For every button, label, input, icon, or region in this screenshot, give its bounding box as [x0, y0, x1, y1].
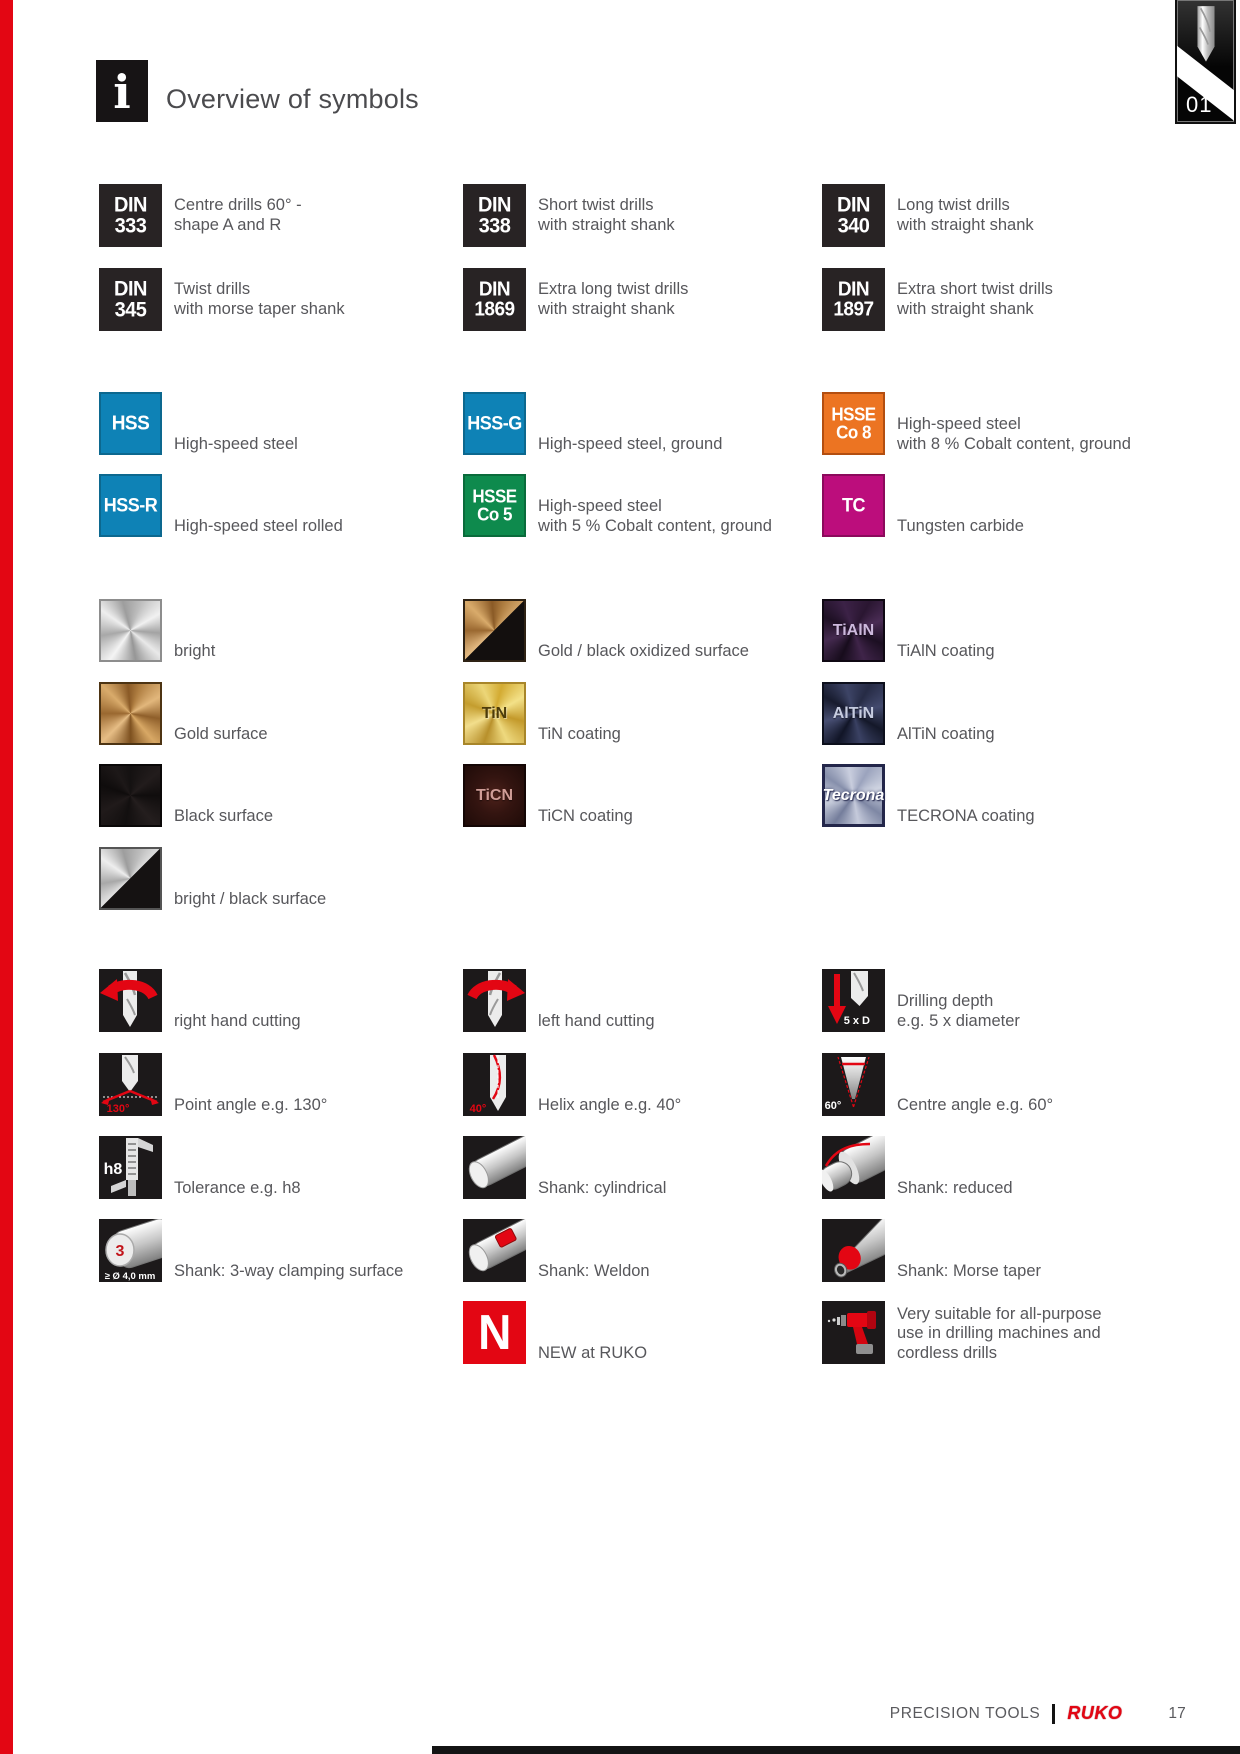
centre-angle: [822, 1053, 1053, 1116]
din-333-icon: DIN 333: [99, 184, 162, 247]
shank-reduced-label: Shank: reduced: [897, 1178, 1013, 1197]
shank-morse-taper: [822, 1219, 1041, 1282]
point-angle-label: Point angle e.g. 130°: [174, 1095, 328, 1114]
surface-bright-black-icon: [99, 847, 162, 910]
new-at-ruko-label: NEW at RUKO: [538, 1343, 648, 1362]
coating-tin-label: TiN coating: [538, 724, 621, 743]
din-1897: [822, 268, 1053, 331]
footer-divider: [1052, 1704, 1055, 1724]
svg-text:5 x D: 5 x D: [843, 1015, 870, 1027]
centre-angle-label: Centre angle e.g. 60°: [897, 1095, 1054, 1114]
surface-bright: [99, 599, 215, 662]
din-1869-icon: DIN 1869: [463, 268, 526, 331]
coating-ticn: [463, 764, 633, 827]
svg-text:≥ Ø 4,0 mm: ≥ Ø 4,0 mm: [104, 1271, 156, 1282]
tc-icon: TC: [822, 474, 885, 537]
surface-black: [99, 764, 273, 827]
tolerance-icon: [99, 1136, 162, 1199]
tc-label: Tungsten carbide: [897, 516, 1024, 535]
hss-r: [99, 474, 343, 537]
surface-gold: [99, 682, 268, 745]
coating-tin: [463, 682, 621, 745]
din-340-icon: DIN 340: [822, 184, 885, 247]
surface-bright-black-label: bright / black surface: [174, 889, 327, 908]
din-338-label: Short twist drills with straight shank: [538, 196, 675, 234]
din-345-icon: DIN 345: [99, 268, 162, 331]
coating-tialn: [822, 599, 995, 662]
surface-bright-label: bright: [174, 641, 216, 660]
chapter-tab: [1177, 0, 1234, 122]
drilling-depth-label: Drilling depth e.g. 5 x diameter: [897, 992, 1020, 1030]
shank-cylindrical-label: Shank: cylindrical: [538, 1178, 667, 1197]
coating-ticn-icon: TiCN: [463, 764, 526, 827]
surface-bright-icon: [99, 599, 162, 662]
shank-3way: [99, 1219, 403, 1282]
surface-gold-black-icon: [463, 599, 526, 662]
left-hand-cutting-label: left hand cutting: [538, 1011, 655, 1030]
hsse-co5-icon: HSSE Co 5: [463, 474, 526, 537]
point-angle-icon: [99, 1053, 162, 1116]
page-number: 17: [1168, 1704, 1186, 1722]
centre-angle-icon: [822, 1053, 885, 1116]
coating-tecrona: [822, 764, 1035, 827]
cordless-drill: [822, 1301, 1102, 1364]
surface-black-label: Black surface: [174, 806, 274, 825]
cordless-drill-label: Very suitable for all-purpose use in drilling machines and cordless drills: [897, 1304, 1102, 1362]
tolerance-label: Tolerance e.g. h8: [174, 1178, 301, 1197]
page-footer: [0, 1703, 1186, 1724]
hss-g-icon: HSS-G: [463, 392, 526, 455]
helix-angle-icon: [463, 1053, 526, 1116]
left-accent-bar: [0, 0, 13, 1754]
drilling-depth-icon: [822, 969, 885, 1032]
din-340-label: Long twist drills with straight shank: [897, 196, 1034, 234]
info-icon-glyph: i: [113, 65, 131, 119]
coating-altin: [822, 682, 995, 745]
shank-cylindrical: [463, 1136, 666, 1199]
svg-text:130°: 130°: [106, 1103, 130, 1115]
new-at-ruko-icon: N: [463, 1301, 526, 1364]
din-345: [99, 268, 345, 331]
hss-g: [463, 392, 722, 455]
right-hand-cutting-label: right hand cutting: [174, 1011, 301, 1030]
svg-text:60°: 60°: [824, 1100, 842, 1112]
right-hand-cutting: [99, 969, 301, 1032]
surface-gold-black-label: Gold / black oxidized surface: [538, 641, 749, 660]
hss-g-label: High-speed steel, ground: [538, 434, 723, 453]
shank-3way-label: Shank: 3-way clamping surface: [174, 1261, 404, 1280]
shank-weldon-icon: [463, 1219, 526, 1282]
surface-black-icon: [99, 764, 162, 827]
hsse-co8-label: High-speed steel with 8 % Cobalt content, ground: [897, 415, 1131, 453]
hsse-co5-label: High-speed steel with 5 % Cobalt content, ground: [538, 497, 772, 535]
hsse-co8-icon: HSSE Co 8: [822, 392, 885, 455]
surface-bright-black: [99, 847, 326, 910]
info-icon: [96, 60, 148, 122]
surface-gold-icon: [99, 682, 162, 745]
din-1897-label: Extra short twist drills with straight shank: [897, 280, 1053, 318]
tc: [822, 474, 1024, 537]
coating-tialn-label: TiAlN coating: [897, 641, 995, 660]
din-338: [463, 184, 675, 247]
hss-icon: HSS: [99, 392, 162, 455]
din-333-label: Centre drills 60° - shape A and R: [174, 196, 302, 234]
surface-gold-black: [463, 599, 749, 662]
shank-3way-icon: [99, 1219, 162, 1282]
hss-label: High-speed steel: [174, 434, 298, 453]
cordless-drill-icon: [822, 1301, 885, 1364]
hsse-co5: [463, 474, 772, 537]
helix-angle: [463, 1053, 681, 1116]
point-angle: [99, 1053, 327, 1116]
shank-morse-taper-label: Shank: Morse taper: [897, 1261, 1041, 1280]
din-1869: [463, 268, 688, 331]
footer-series-label: PRECISION TOOLS: [889, 1704, 1041, 1722]
din-1897-icon: DIN 1897: [822, 268, 885, 331]
right-hand-cutting-icon: [99, 969, 162, 1032]
drill-bit-icon: [1193, 4, 1219, 68]
coating-tecrona-icon: Tecrona: [822, 764, 885, 827]
surface-gold-label: Gold surface: [174, 724, 268, 743]
hsse-co8: [822, 392, 1131, 455]
shank-weldon-label: Shank: Weldon: [538, 1261, 650, 1280]
new-at-ruko: [463, 1301, 647, 1364]
shank-cylindrical-icon: [463, 1136, 526, 1199]
coating-tecrona-label: TECRONA coating: [897, 806, 1035, 825]
tolerance: [99, 1136, 301, 1199]
svg-text:h8: h8: [103, 1161, 123, 1178]
din-340: [822, 184, 1034, 247]
shank-reduced: [822, 1136, 1013, 1199]
left-hand-cutting-icon: [463, 969, 526, 1032]
shank-morse-taper-icon: [822, 1219, 885, 1282]
chapter-number: 01: [1186, 92, 1213, 117]
helix-angle-label: Helix angle e.g. 40°: [538, 1095, 682, 1114]
svg-text:3: 3: [115, 1243, 125, 1260]
coating-ticn-label: TiCN coating: [538, 806, 633, 825]
hss-r-label: High-speed steel rolled: [174, 516, 343, 535]
shank-weldon: [463, 1219, 650, 1282]
hss: [99, 392, 298, 455]
bottom-edge-strip: [432, 1746, 1240, 1754]
left-hand-cutting: [463, 969, 655, 1032]
din-345-label: Twist drills with morse taper shank: [174, 280, 345, 318]
din-338-icon: DIN 338: [463, 184, 526, 247]
ruko-logo: RUKO: [1067, 1703, 1123, 1723]
din-1869-label: Extra long twist drills with straight shank: [538, 280, 689, 318]
hss-r-icon: HSS-R: [99, 474, 162, 537]
coating-tin-icon: TiN: [463, 682, 526, 745]
coating-tialn-icon: TiAlN: [822, 599, 885, 662]
page-title: Overview of symbols: [166, 84, 419, 114]
drilling-depth: [822, 969, 1020, 1032]
din-333: [99, 184, 302, 247]
coating-altin-icon: AlTiN: [822, 682, 885, 745]
svg-text:40°: 40°: [469, 1103, 487, 1115]
shank-reduced-icon: [822, 1136, 885, 1199]
coating-altin-label: AlTiN coating: [897, 724, 995, 743]
